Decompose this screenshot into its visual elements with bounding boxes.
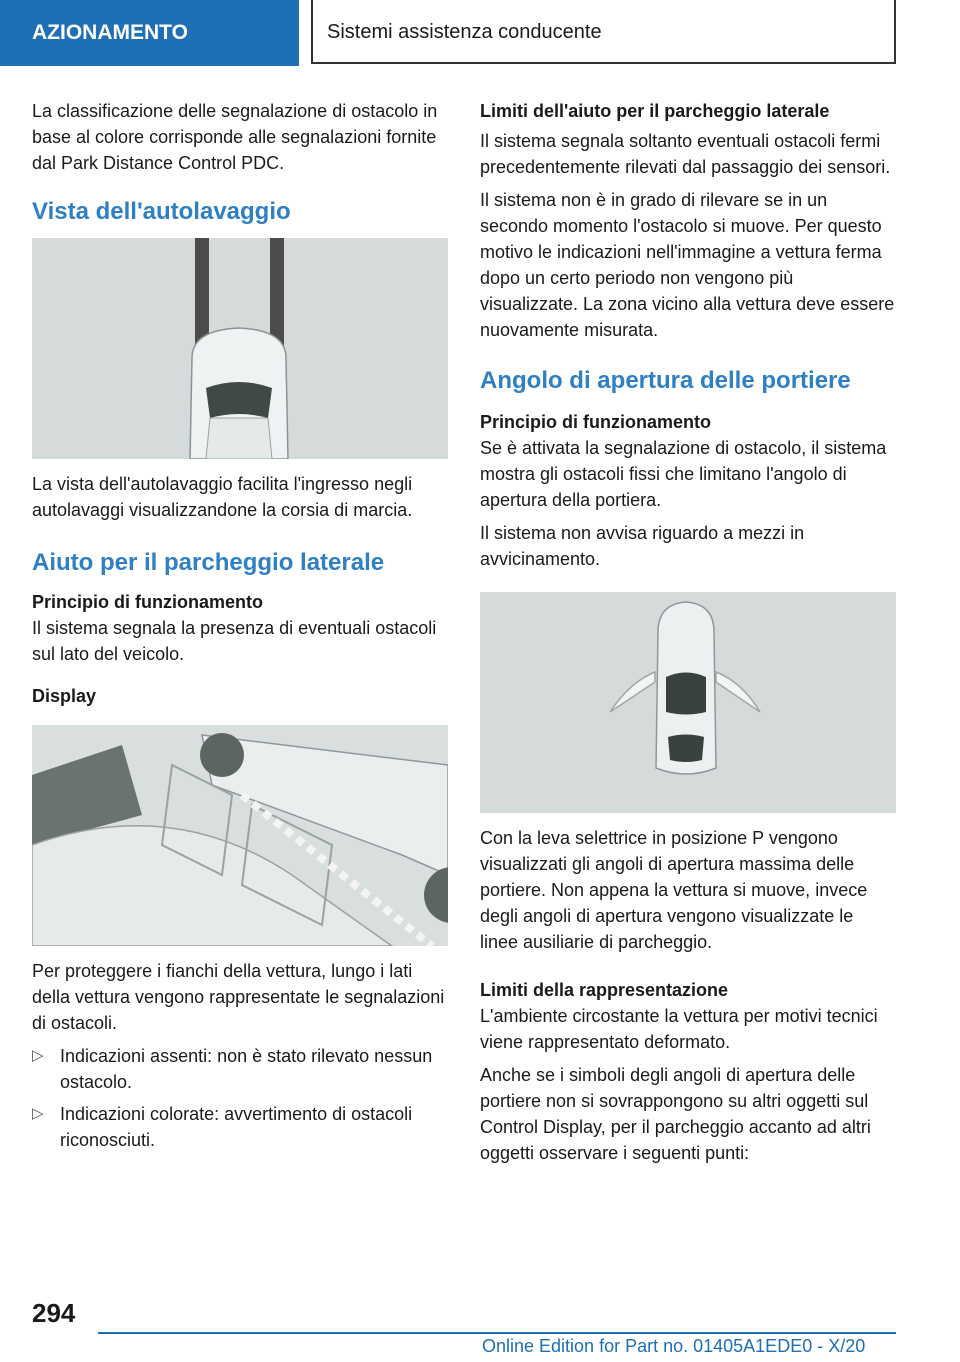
representation-paragraph-1: L'ambiente circostante la vettura per motivi tecnici viene rappresentato deformato. [480, 1006, 878, 1052]
carwash-car-illustration [32, 238, 448, 459]
representation-paragraph-2: Anche se i simboli degli angoli di apertura delle portiere non si sovrappongono su altri oggetti sul Control Display, per il parcheggio accanto ad altri oggetti osservare i seguenti punti: [480, 1065, 871, 1163]
door-paragraph-1: Se è attivata la segnalazione di ostacolo, il sistema mostra gli ostacoli fissi che limitano l'angolo di apertura della portiera. [480, 438, 887, 510]
bullet-item [32, 1101, 448, 1153]
limits-paragraph-1: Il sistema segnala soltanto eventuali ostacoli fermi precedentemente rilevati dal passaggio dei sensori. [480, 131, 891, 177]
heading-principle: Principio di funzionamento [480, 412, 711, 432]
heading-display: Display [32, 686, 97, 706]
heading-principle: Principio di funzionamento [32, 592, 263, 612]
section-title: Sistemi assistenza conducente [311, 0, 896, 64]
bullet-text: Indicazioni colorate: avvertimento di ostacoli riconosciuti. [60, 1104, 413, 1150]
heading-carwash-view: Vista dell'autolavaggio [32, 198, 291, 225]
door-paragraph-3: Con la leva selettrice in posizione P vengono visualizzati gli angoli di apertura massima delle portiere. Non appena la vettura si muove, invece degli angoli di apertura vengono visualizzate le linee ausiliarie di parcheggio. [480, 828, 868, 952]
triangle-bullet-icon: ▷ [32, 1105, 44, 1122]
carwash-paragraph: La vista dell'autolavaggio facilita l'ingresso negli autolavaggi visualizzandone la corsia di marcia. [32, 474, 413, 520]
page-number: 294 [32, 1298, 76, 1328]
display-paragraph: Per proteggere i fianchi della vettura, lungo i lati della vettura vengono rappresentate le segnalazioni di ostacoli. [32, 961, 445, 1033]
side-parking-figure [32, 725, 448, 946]
side-parking-illustration [32, 725, 448, 946]
left-column [32, 98, 448, 1159]
right-column [480, 98, 896, 1173]
limits-paragraph-2: Il sistema non è in grado di rilevare se in un secondo momento l'ostacolo si muove. Per questo motivo le indicazioni nell'immagine a vettura ferma dopo un certo periodo non vengono più visualizzate. La zona vicino alla vettura deve essere nuovamente misurata. [480, 190, 895, 340]
heading-side-aid-limits: Limiti dell'aiuto per il parcheggio laterale [480, 101, 830, 121]
door-angle-figure [480, 592, 896, 813]
bullet-item [32, 1043, 448, 1095]
heading-representation-limits: Limiti della rappresentazione [480, 980, 729, 1000]
chapter-tab: AZIONAMENTO [0, 0, 299, 66]
bullet-text: Indicazioni assenti: non è stato rilevato nessun ostacolo. [60, 1046, 433, 1092]
intro-paragraph: La classificazione delle segnalazione di ostacolo in base al colore corrisponde alle segnalazioni fornite dal Park Distance Control PDC. [32, 101, 438, 173]
door-angle-illustration [480, 592, 896, 813]
principle-paragraph: Il sistema segnala la presenza di eventuali ostacoli sul lato del veicolo. [32, 618, 437, 664]
door-paragraph-2: Il sistema non avvisa riguardo a mezzi in avvicinamento. [480, 523, 805, 569]
carwash-view-figure [32, 238, 448, 459]
footer-edition: Online Edition for Part no. 01405A1EDE0 - X/20 [482, 1336, 866, 1356]
heading-door-opening-angle: Angolo di apertura delle portiere [480, 367, 851, 394]
heading-side-parking-aid: Aiuto per il parcheggio laterale [32, 549, 385, 576]
footer-divider [98, 1332, 896, 1334]
triangle-bullet-icon: ▷ [32, 1047, 44, 1064]
